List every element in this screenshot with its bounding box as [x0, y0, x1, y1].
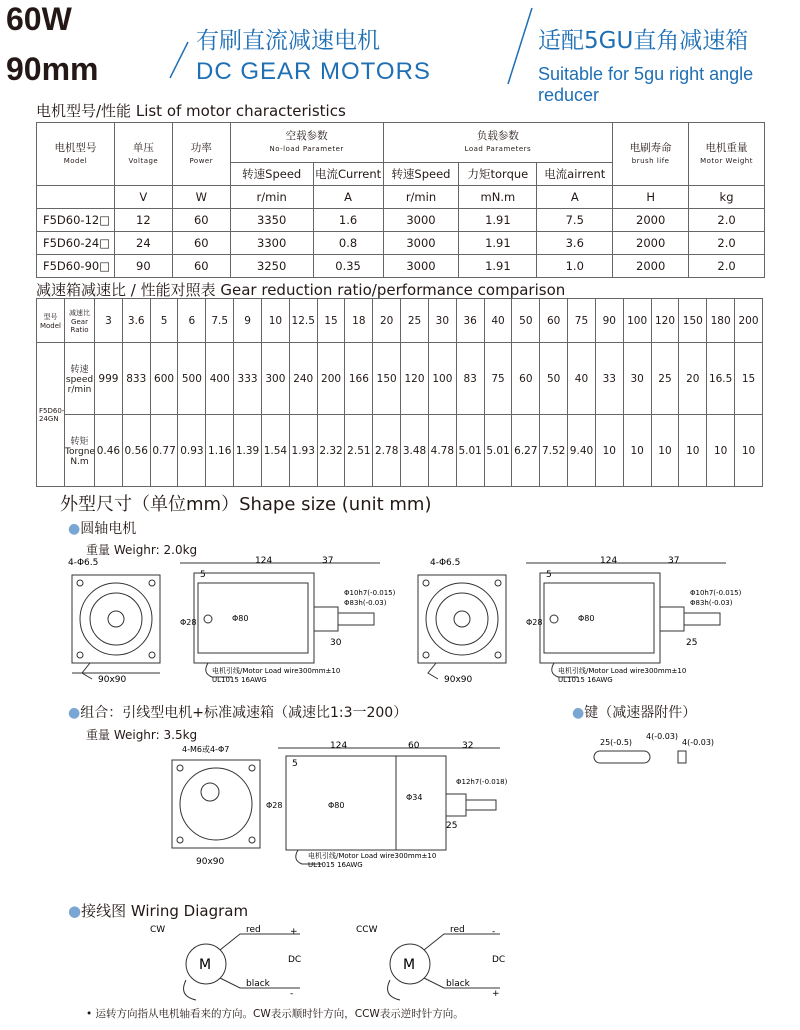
phi34-label: Φ34: [406, 793, 423, 802]
torque-cell: 6.27: [512, 415, 540, 487]
wire-label-3: 电机引线/Motor Load wire300mm±10: [308, 852, 437, 860]
torque-cell: 9.40: [568, 415, 596, 487]
ratio-cell: 5: [150, 299, 178, 343]
phi28-label-2: Φ28: [526, 618, 543, 627]
ul-label-2: UL1015 16AWG: [558, 676, 613, 684]
shaft-flat-label: 30: [330, 638, 342, 648]
speed-cell: 75: [484, 343, 512, 415]
table-cell: 12: [114, 209, 172, 232]
speed-cell: 83: [456, 343, 484, 415]
motor-m-cw: M: [199, 957, 212, 973]
key-height-dim: 4(-0.03): [682, 738, 715, 747]
speed-cell: 25: [651, 343, 679, 415]
cw-arrow-icon: [184, 980, 196, 1000]
side-view-1: [180, 563, 380, 677]
gear-table-title-cn: 减速箱减速比 / 性能对照表: [36, 281, 216, 299]
wiring-note: • 运转方向指从电机轴看来的方向。CW表示顺时针方向，CCW表示逆时针方向。: [86, 1008, 464, 1020]
red-label-cw: red: [246, 925, 261, 935]
black-label-cw: black: [246, 979, 270, 989]
key-drawing: [590, 725, 770, 775]
speed-cell: 33: [595, 343, 623, 415]
ratio-cell: 12.5: [289, 299, 317, 343]
table-cell: F5D60-90□: [37, 255, 115, 278]
torque-cell: 0.93: [178, 415, 206, 487]
power-rating: 60W: [6, 1, 72, 37]
wiring-diagram: [140, 922, 540, 1002]
phi80-label: Φ80: [232, 614, 249, 623]
table-cell: 2000: [613, 209, 689, 232]
th-gear-ratio: 减速比 Gear Ratio: [65, 299, 95, 343]
red-label-ccw: red: [450, 925, 465, 935]
shape-size-title: 外型尺寸（单位mm）Shape size (unit mm): [60, 494, 432, 515]
phi28-label: Φ28: [180, 618, 197, 627]
gearbox-length-label: 60: [408, 741, 420, 751]
torque-cell: 10: [679, 415, 707, 487]
ratio-cell: 3: [95, 299, 123, 343]
table-cell: 2.0: [689, 255, 765, 278]
th-voltage: 单压 Voltage: [114, 123, 172, 186]
th-noload: 空载参数 No-load Parameter: [230, 123, 383, 163]
table-row: [37, 209, 765, 232]
subtitle-en: Suitable for 5gu right angle reducer: [538, 64, 754, 105]
th-power: 功率 Power: [172, 123, 230, 186]
phi80-label-3: Φ80: [328, 801, 345, 810]
table-cell: 1.0: [537, 255, 613, 278]
ratio-cell: 180: [707, 299, 735, 343]
phi10-label: Φ10h7(-0.015): [344, 589, 396, 597]
flange-label-2: 5: [546, 570, 552, 580]
speed-cell: 30: [623, 343, 651, 415]
flange-label: 5: [200, 570, 206, 580]
phi83-label: Φ83h(-0.03): [344, 599, 387, 607]
speed-cell: 150: [373, 343, 401, 415]
speed-cell: 60: [512, 343, 540, 415]
combo-drawing: [160, 740, 520, 870]
table-row: [37, 255, 765, 278]
table-cell: 3000: [383, 255, 459, 278]
unit-cell: V: [114, 186, 172, 209]
table-cell: 3350: [230, 209, 313, 232]
table-cell: 3000: [383, 209, 459, 232]
ratio-cell: 7.5: [206, 299, 234, 343]
mount-hole-label-2: 4-Φ6.5: [430, 558, 461, 568]
minus-ccw: -: [492, 927, 496, 937]
ratio-cell: 10: [261, 299, 289, 343]
key-title: ●键（减速器附件）: [572, 705, 697, 721]
unit-cell: A: [313, 186, 383, 209]
unit-cell: W: [172, 186, 230, 209]
torque-cell: 10: [623, 415, 651, 487]
plus-ccw: +: [492, 989, 500, 999]
torque-cell: 1.54: [261, 415, 289, 487]
table-cell: 60: [172, 255, 230, 278]
ul-label: UL1015 16AWG: [212, 676, 267, 684]
torque-cell: 7.52: [540, 415, 568, 487]
unit-cell: [37, 186, 115, 209]
length-label: 124: [255, 556, 273, 566]
side-view-2: [526, 563, 726, 677]
length-label-2: 124: [600, 556, 618, 566]
gear-ratio-table: [36, 298, 763, 487]
plus-cw: +: [290, 927, 298, 937]
torque-cell: 3.48: [401, 415, 429, 487]
torque-cell: 2.51: [345, 415, 373, 487]
torque-cell: 0.56: [122, 415, 150, 487]
th-weight: 电机重量 Motor Weight: [689, 123, 765, 186]
table-cell: 2.0: [689, 232, 765, 255]
phi80-label-2: Φ80: [578, 614, 595, 623]
speed-label: 转速 speed r/min: [65, 343, 95, 415]
ratio-cell: 6: [178, 299, 206, 343]
ratio-cell: 40: [484, 299, 512, 343]
speed-cell: 500: [178, 343, 206, 415]
ratio-cell: 25: [401, 299, 429, 343]
table-cell: 1.91: [459, 209, 537, 232]
speed-cell: 100: [428, 343, 456, 415]
round-shaft-title: ●圆轴电机: [68, 521, 137, 537]
torque-row: [37, 415, 763, 487]
table-cell: 1.91: [459, 232, 537, 255]
combo-title: ●组合：引线型电机+标准减速箱（减速比1:3一200）: [68, 705, 408, 721]
unit-cell: kg: [689, 186, 765, 209]
speed-cell: 200: [317, 343, 345, 415]
ratio-cell: 90: [595, 299, 623, 343]
ratio-cell: 30: [428, 299, 456, 343]
title-cn: 有刷直流减速电机: [196, 28, 380, 54]
ccw-label: CCW: [356, 925, 378, 935]
dc-label-ccw: DC: [492, 955, 506, 965]
torque-cell: 2.32: [317, 415, 345, 487]
bullet-icon: ●: [572, 705, 585, 721]
th-load-torque: 力矩torque: [459, 163, 537, 186]
table-cell: 60: [172, 232, 230, 255]
table-cell: F5D60-24□: [37, 232, 115, 255]
th-gear-model: 型号 Model: [37, 299, 65, 343]
subtitle-cn: 适配5GU直角减速箱: [538, 28, 749, 54]
black-label-ccw: black: [446, 979, 470, 989]
ratio-cell: 60: [540, 299, 568, 343]
title-en: DC GEAR MOTORS: [196, 58, 431, 85]
size-label-2: 90x90: [444, 675, 473, 685]
front-view-2: [418, 575, 506, 679]
round-shaft-drawings: [60, 555, 780, 685]
th-noload-current: 电流Current: [313, 163, 383, 186]
size-label: 90x90: [98, 675, 127, 685]
speed-cell: 16.5: [707, 343, 735, 415]
table-row: [37, 232, 765, 255]
bullet-icon: ●: [68, 902, 82, 920]
table-cell: 60: [172, 209, 230, 232]
shaft-length-label-3: 32: [462, 741, 474, 751]
motor-table-title-en: List of motor characteristics: [135, 102, 346, 120]
flange-label-3: 5: [292, 759, 298, 769]
torque-cell: 1.93: [289, 415, 317, 487]
speed-cell: 999: [95, 343, 123, 415]
motor-table-title: [36, 100, 346, 121]
gear-model: F5D60-24GN: [37, 343, 65, 487]
speed-cell: 400: [206, 343, 234, 415]
torque-cell: 0.46: [95, 415, 123, 487]
table-cell: 1.6: [313, 209, 383, 232]
unit-cell: A: [537, 186, 613, 209]
unit-cell: r/min: [230, 186, 313, 209]
table-cell: 2000: [613, 255, 689, 278]
weight-combo: 重量 Weighr: 3.5kg: [86, 728, 198, 742]
unit-cell: r/min: [383, 186, 459, 209]
key-length-label: 25: [686, 638, 698, 648]
speed-cell: 600: [150, 343, 178, 415]
torque-cell: 0.77: [150, 415, 178, 487]
weight-round: 重量 Weighr: 2.0kg: [86, 543, 198, 557]
speed-cell: 50: [540, 343, 568, 415]
torque-cell: 10: [735, 415, 763, 487]
gear-table-title-en: Gear reduction ratio/performance comparison: [220, 281, 566, 299]
torque-cell: 1.16: [206, 415, 234, 487]
mount-hole-label: 4-Φ6.5: [68, 558, 99, 568]
ratio-cell: 36: [456, 299, 484, 343]
torque-cell: 10: [707, 415, 735, 487]
speed-cell: 300: [261, 343, 289, 415]
wiring-title: ●接线图 Wiring Diagram: [68, 902, 249, 920]
ratio-cell: 100: [623, 299, 651, 343]
torque-cell: 2.78: [373, 415, 401, 487]
torque-cell: 1.39: [234, 415, 262, 487]
phi28-label-3: Φ28: [266, 801, 283, 810]
speed-cell: 20: [679, 343, 707, 415]
th-load-current: 电流airrent: [537, 163, 613, 186]
table-cell: 0.8: [313, 232, 383, 255]
phi10-label-2: Φ10h7(-0.015): [690, 589, 742, 597]
phi83-label-2: Φ83h(-0.03): [690, 599, 733, 607]
ratio-cell: 18: [345, 299, 373, 343]
speed-row: [37, 343, 763, 415]
ratio-cell: 200: [735, 299, 763, 343]
key-length-dim: 25(-0.5): [600, 738, 633, 747]
size-label-3: 90x90: [196, 857, 225, 867]
shaft-length-label-2: 37: [668, 556, 680, 566]
speed-cell: 40: [568, 343, 596, 415]
length-label-3: 124: [330, 741, 348, 751]
phi12-label: Φ12h7(-0.018): [456, 778, 508, 786]
th-noload-speed: 转速Speed: [230, 163, 313, 186]
bullet-icon: ●: [68, 705, 81, 721]
torque-cell: 10: [651, 415, 679, 487]
th-brush-life: 电刷寿命 brush life: [613, 123, 689, 186]
speed-cell: 166: [345, 343, 373, 415]
unit-cell: mN.m: [459, 186, 537, 209]
table-cell: 3250: [230, 255, 313, 278]
ratio-cell: 3.6: [122, 299, 150, 343]
speed-cell: 333: [234, 343, 262, 415]
key-width-dim: 4(-0.03): [646, 732, 679, 741]
table-cell: 3000: [383, 232, 459, 255]
units-row: [37, 186, 765, 209]
ccw-arrow-icon: [388, 980, 400, 1000]
wire-label: 电机引线/Motor Load wire300mm±10: [212, 667, 341, 675]
ratio-cell: 120: [651, 299, 679, 343]
ratio-cell: 20: [373, 299, 401, 343]
table-cell: 7.5: [537, 209, 613, 232]
motor-characteristics-table: [36, 122, 765, 278]
motor-table-title-cn: 电机型号/性能: [36, 102, 132, 120]
th-model: 电机型号 Model: [37, 123, 115, 186]
th-load: 负载参数 Load Parameters: [383, 123, 613, 163]
torque-cell: 10: [595, 415, 623, 487]
mount-hole-label-3: 4-M6或4-Φ7: [182, 745, 230, 754]
table-cell: 24: [114, 232, 172, 255]
torque-cell: 5.01: [484, 415, 512, 487]
th-load-speed: 转速Speed: [383, 163, 459, 186]
table-cell: 0.35: [313, 255, 383, 278]
ul-label-3: UL1015 16AWG: [308, 861, 363, 869]
ratio-cell: 15: [317, 299, 345, 343]
cw-label: CW: [150, 925, 166, 935]
wire-label-2: 电机引线/Motor Load wire300mm±10: [558, 667, 687, 675]
table-cell: 2.0: [689, 209, 765, 232]
shaft-length-label: 37: [322, 556, 334, 566]
bullet-icon: ●: [68, 521, 81, 537]
key-length-label-2: 25: [446, 821, 458, 831]
torque-cell: 4.78: [428, 415, 456, 487]
table-cell: 3.6: [537, 232, 613, 255]
ratio-cell: 50: [512, 299, 540, 343]
unit-cell: H: [613, 186, 689, 209]
table-cell: 2000: [613, 232, 689, 255]
minus-cw: -: [290, 989, 294, 999]
ratio-row: [37, 299, 763, 343]
speed-cell: 833: [122, 343, 150, 415]
table-cell: 90: [114, 255, 172, 278]
table-cell: F5D60-12□: [37, 209, 115, 232]
ratio-cell: 75: [568, 299, 596, 343]
torque-cell: 5.01: [456, 415, 484, 487]
front-view-1: [72, 575, 160, 679]
ratio-cell: 150: [679, 299, 707, 343]
speed-cell: 240: [289, 343, 317, 415]
ratio-cell: 9: [234, 299, 262, 343]
frame-size: 90mm: [6, 51, 99, 87]
dc-label-cw: DC: [288, 955, 302, 965]
motor-m-ccw: M: [403, 957, 416, 973]
speed-cell: 120: [401, 343, 429, 415]
table-cell: 3300: [230, 232, 313, 255]
torque-label: 转矩 Torgne N.m: [65, 415, 95, 487]
gear-table-title: [36, 279, 565, 300]
speed-cell: 15: [735, 343, 763, 415]
table-cell: 1.91: [459, 255, 537, 278]
